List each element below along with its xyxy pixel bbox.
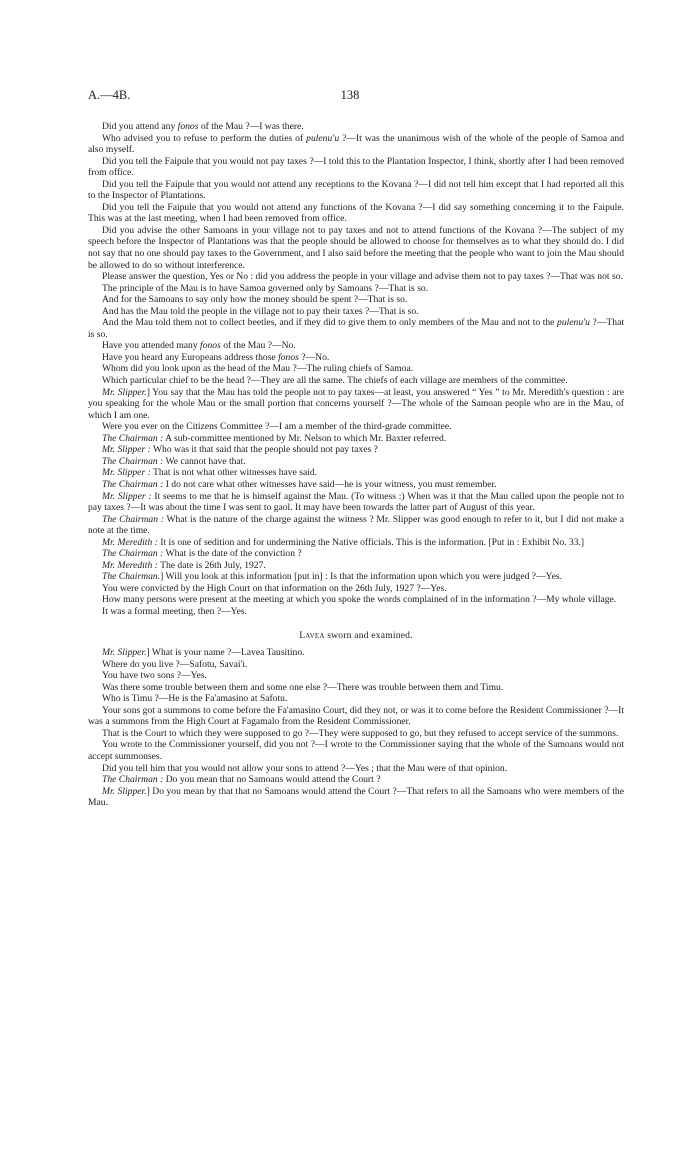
italic-term: fonos [200, 340, 221, 352]
paragraph-text: And has the Mau told the people in the village not to pay their taxes ?—That is so. [102, 305, 419, 317]
paragraph-text: How many persons were present at the meeting at which you spoke the words complained of in the information ?—My whole village. [102, 594, 617, 606]
examination-section [88, 121, 624, 618]
paragraph-text: The date is 26th July, 1927. [157, 559, 266, 571]
transcript-paragraph [88, 514, 624, 537]
transcript-paragraph [88, 467, 624, 479]
transcript-paragraph [88, 225, 624, 271]
speaker-label: Mr. Slipper : [102, 490, 152, 502]
speaker-label: Mr. Slipper : [102, 467, 151, 479]
paragraph-text: And the Mau told them not to collect beetles, and if they did to give them to only members of the Mau and not to the [102, 317, 558, 329]
paragraph-text: That is not what other witnesses have said. [150, 467, 318, 479]
speaker-label: The Chairman : [102, 774, 164, 786]
transcript-paragraph [88, 133, 624, 156]
paragraph-text: Was there some trouble between them and some one else ?—There was trouble between them and Timu. [102, 681, 504, 693]
paragraph-text: And for the Samoans to say only how the money should be spent ?—That is so. [102, 294, 408, 306]
transcript-paragraph [88, 352, 624, 364]
speaker-label: The Chairman : [102, 432, 164, 444]
witness-heading-rest: sworn and examined. [324, 629, 413, 641]
paragraph-text: Your sons got a summons to come before the Fa'amasino Court, did they not, or was it to come before the Resident Commissioner ?—It was a summons from the High Court at Fagamalo from the Resident Commissioner. [88, 704, 624, 728]
paragraph-text: Have you heard any Europeans address those [102, 351, 279, 363]
transcript-paragraph [88, 340, 624, 352]
paragraph-text: Did you attend any [102, 121, 178, 132]
speaker-label: Mr. Slipper : [102, 444, 151, 456]
paragraph-text: ] Do you mean by that that no Samoans would attend the Court ?—That refers to all the Samoans who were members of the Mau. [88, 785, 624, 809]
speaker-label: The Chairman : [102, 478, 164, 490]
speaker-label: The Chairman : [102, 455, 164, 467]
speaker-label: Mr. Meredith : [102, 559, 158, 571]
paragraph-text: ] Will you look at this information [put in] : Is that the information upon which you were judged ?—Yes. [160, 571, 562, 583]
speaker-label: The Chairman : [102, 548, 164, 560]
transcript-paragraph [88, 491, 624, 514]
transcript-paragraph [88, 647, 624, 659]
paragraph-text: ] What is your name ?—Lavea Tausitino. [146, 647, 305, 659]
transcript-paragraph [88, 294, 624, 306]
paragraph-text: I do not care what other witnesses have said—he is your witness, you must remember. [163, 478, 497, 490]
witness-name: Lavea [299, 629, 325, 641]
transcript-paragraph [88, 283, 624, 295]
paragraph-text: Have you attended many [102, 340, 201, 352]
paragraph-text: Did you tell the Faipule that you would not attend any receptions to the Kovana ?—I did not tell him except that I had reported all this to the Inspector of Plantations. [88, 178, 624, 202]
transcript-paragraph [88, 456, 624, 468]
paragraph-text: Who was it that said that the people should not pay taxes ? [150, 444, 378, 456]
paragraph-text: We cannot have that. [163, 455, 246, 467]
paragraph-text: It was a formal meeting, then ?—Yes. [102, 605, 248, 617]
page-header [88, 88, 612, 104]
transcript-paragraph [88, 548, 624, 560]
paragraph-text-rest: ?—That is so. [88, 317, 624, 340]
paragraph-text: That is the Court to which they were supposed to go ?—They were supposed to go, but they refused to accept service of the summons. [102, 727, 619, 739]
transcript-paragraph [88, 444, 624, 456]
transcript-paragraph [88, 594, 624, 606]
transcript-paragraph [88, 705, 624, 728]
paragraph-text: A sub-committee mentioned by Mr. Nelson to which Mr. Baxter referred. [163, 432, 447, 444]
speaker-label: Mr. Slipper. [102, 386, 147, 398]
transcript-paragraph [88, 121, 624, 133]
transcript-paragraph [88, 433, 624, 445]
paragraph-text-rest: of the Mau ?—No. [220, 340, 296, 352]
italic-term: pulenu'u [306, 132, 340, 144]
transcript-paragraph [88, 156, 624, 179]
transcript-paragraph [88, 363, 624, 375]
italic-term: fonos [177, 121, 199, 132]
paragraph-text: Did you advise the other Samoans in your village not to pay taxes and not to attend functions of the Kovana ?—The subject of my speech before the Inspector of Plantations was that the people should be allowed to choose for themselves as to what they should do. I did not say that no one should pay taxes to the Government, and I also said before the meeting that the people who want to join the Mau should be allowed to do so without interference. [88, 224, 624, 271]
paragraph-text: You have two sons ?—Yes. [102, 670, 207, 682]
transcript-paragraph [88, 659, 624, 671]
paragraph-text-rest: ?—No. [298, 351, 330, 363]
transcript-paragraph [88, 317, 624, 340]
transcript-paragraph [88, 571, 624, 583]
transcript-paragraph [88, 786, 624, 809]
transcript-paragraph [88, 682, 624, 694]
document-reference: A.—4B. [88, 88, 131, 102]
paragraph-text: You wrote to the Commissioner yourself, did you not ?—I wrote to the Commissioner saying that the whole of the Samoans would not accept summonses. [88, 739, 624, 762]
transcript-paragraph [88, 202, 624, 225]
paragraph-text: Whom did you look upon as the head of the Mau ?—The ruling chiefs of Samoa. [102, 363, 414, 375]
transcript-paragraph [88, 693, 624, 705]
transcript-paragraph [88, 670, 624, 682]
paragraph-text: The principle of the Mau is to have Samoa governed only by Samoans ?—That is so. [102, 282, 429, 294]
transcript-paragraph [88, 606, 624, 618]
transcript-paragraph [88, 375, 624, 387]
paragraph-text: It is one of sedition and for undermining the Native officials. This is the information. [Put in : Exhibit No. 33.] [157, 536, 585, 548]
transcript-paragraph [88, 421, 624, 433]
paragraph-text: Who advised you to refuse to perform the duties of [102, 132, 307, 144]
paragraph-text: What is the nature of the charge against the witness ? Mr. Slipper was good enough to refer to it, but I did not make a note at the time. [88, 513, 624, 537]
paragraph-text: It seems to me that he is himself against the Mau. (To witness :) When was it that the Mau called upon the people not to pay taxes ?—It was about the time I was sent to gaol. It may have been towards the latter part of August of this year. [88, 490, 625, 514]
transcript-body [88, 121, 624, 809]
paragraph-text: Did you tell the Faipule that you would not attend any functions of the Kovana ?—I did say something concerning it to the Faipule. This was at the last meeting, when I had been removed from office. [88, 201, 624, 225]
paragraph-text: Do you mean that no Samoans would attend the Court ? [163, 774, 381, 786]
transcript-paragraph [88, 387, 624, 422]
transcript-paragraph [88, 306, 624, 318]
transcript-paragraph [88, 271, 624, 283]
paragraph-text: Where do you live ?—Safotu, Savai'i. [102, 658, 248, 670]
speaker-label: The Chairman : [102, 513, 164, 525]
paragraph-text: Please answer the question, Yes or No : did you address the people in your village and advise them not to pay taxes ?—That was not so. [102, 271, 623, 283]
speaker-label: Mr. Slipper. [102, 785, 147, 797]
paragraph-text: Were you ever on the Citizens Committee ?—I am a member of the third-grade committee. [102, 421, 452, 433]
paragraph-text-rest: of the Mau ?—I was there. [198, 121, 304, 132]
paragraph-text: Who is Timu ?—He is the Fa'amasino at Safotu. [102, 693, 288, 705]
witness-heading [88, 630, 624, 642]
transcript-paragraph [88, 774, 624, 786]
transcript-paragraph [88, 560, 624, 572]
paragraph-text: Did you tell the Faipule that you would not pay taxes ?—I told this to the Plantation Inspector, I think, shortly after I had been removed from office. [88, 155, 624, 179]
speaker-label: Mr. Meredith : [102, 536, 158, 548]
page-number: 138 [340, 88, 360, 102]
paragraph-text: Did you tell him that you would not allow your sons to attend ?—Yes ; that the Mau were of that opinion. [102, 762, 508, 774]
paragraph-text-rest: ?—It was the unanimous wish of the whole of the people of Samoa and also myself. [88, 132, 624, 156]
paragraph-text: What is the date of the conviction ? [163, 548, 302, 560]
transcript-paragraph [88, 479, 624, 491]
transcript-paragraph [88, 763, 624, 775]
paragraph-text: Which particular chief to be the head ?—They are all the same. The chiefs of each village are members of the committee. [102, 375, 568, 387]
transcript-paragraph [88, 537, 624, 549]
transcript-paragraph [88, 728, 624, 740]
italic-term: fonos [278, 351, 299, 363]
speaker-label: The Chairman. [102, 571, 161, 583]
transcript-paragraph [88, 739, 624, 762]
lavea-examination-section [88, 647, 624, 809]
transcript-paragraph [88, 179, 624, 202]
transcript-paragraph [88, 583, 624, 595]
italic-term: pulenu'u [557, 317, 590, 329]
speaker-label: Mr. Slipper. [102, 647, 147, 659]
paragraph-text: You were convicted by the High Court on that information on the 26th July, 1927 ?—Yes. [102, 582, 447, 594]
paragraph-text: ] You say that the Mau has told the people not to pay taxes—at least, you answered “ Yes ” to Mr. Meredith's question : are you speaking for the whole Mau or the small portion that concerns yourself ?—The whole of the Samoan people who are in the Mau, of which I am one. [88, 386, 624, 421]
